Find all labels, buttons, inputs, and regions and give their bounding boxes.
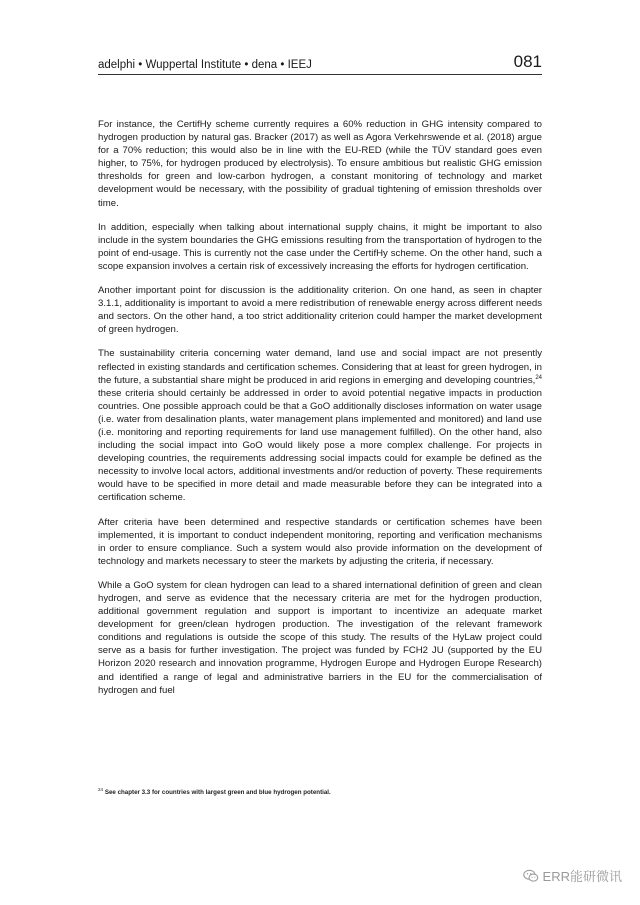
wechat-icon [523,869,539,883]
watermark [523,866,622,885]
footnote [98,786,542,796]
page-header [98,52,542,75]
body-text [98,118,542,708]
header-organizations: adelphi • Wuppertal Institute • dena • IEEJ [98,59,312,71]
paragraph-sustainability-criteria [98,347,542,504]
footnote-reference[interactable]: 24 [535,374,542,381]
paragraph-goo-system: While a GoO system for clean hydrogen can lead to a shared international definition of green and clean hydrogen, and serve as evidence that the necessary criteria are met for the hydrogen production, additional government regulation and support is important to incentivize an adequate market development for green/clean hydrogen production. The investigation of the relevant framework conditions and regulations is outside the scope of this study. The results of the HyLaw project could serve as a basis for further investigation. The project was funded by FCH2 JU (supported by the EU Horizon 2020 research and innovation programme, Hydrogen Europe and Hydrogen Europe Research) and identified a range of legal and administrative barriers in the EU for the commercialisation of hydrogen and fuel [98,579,542,696]
paragraph-supply-chains: In addition, especially when talking about international supply chains, it might be important to also include in the system boundaries the GHG emissions resulting from the transportation of hydrogen to the point of end-usage. This is currently not the case under the CertifHy scheme. On the other hand, such a scope expansion involves a certain risk of excessively increasing the efforts for hydrogen certification. [98,221,542,272]
footnote-text: See chapter 3.3 for countries with largest green and blue hydrogen potential. [103,789,331,796]
page-number: 081 [513,52,542,71]
paragraph-ghg-thresholds: For instance, the CertifHy scheme currently requires a 60% reduction in GHG intensity compared to hydrogen production by natural gas. Bracker (2017) as well as Agora Verkehrswende et al. (2018) argue for a 70% reduction; this would also be in line with the EU-RED (while the TÜV standard goes even higher, to 75%, for hydrogen produced by electrolysis). To ensure ambitious but realistic GHG emission thresholds for green and low-carbon hydrogen, a constant monitoring of technology and market development would be necessary, with the possibility of gradual tightening of emission thresholds over time. [98,119,542,209]
watermark-text: ERR能研微讯 [542,869,622,884]
footnote-number: 24 [98,786,104,792]
paragraph-monitoring: After criteria have been determined and respective standards or certification schemes have been implemented, it is important to conduct independent monitoring, reporting and verification mechanisms in order to ensure compliance. Such a system would also provide information on the development of technology and markets necessary to steer the markets by adjusting the criteria, if necessary. [98,516,542,567]
paragraph-text-after-footnote: these criteria should certainly be addressed in order to avoid potential negative impacts in production countries. One possible approach could be that a GoO additionally discloses information on water usage (i.e. water from desalination plants, water management plans implemented and monitored) and land use (i.e. monitoring and reporting requirements for land use management fulfilled). On the other hand, also including the social impact into GoO would likely pose a more complex challenge. For projects in developing countries, the requirements addressing social impacts could for example be defined as the necessity to involve local actors, additional investments and/or reduction of poverty. These requirements would have to be specified in more detail and made measurable before they can be integrated into a certification scheme. [98,387,542,504]
paragraph-text-before-footnote: The sustainability criteria concerning water demand, land use and social impact are not presently reflected in existing standards and certification schemes. Considering that at least for green hydrogen, in the future, a substantial share might be produced in arid regions in emerging and developing countries, [98,348,542,386]
paragraph-additionality: Another important point for discussion is the additionality criterion. On one hand, as seen in chapter 3.1.1, additionality is important to avoid a mere redistribution of renewable energy across different needs and sectors. On the other hand, a too strict additionality criterion could hamper the market development of green hydrogen. [98,285,542,336]
